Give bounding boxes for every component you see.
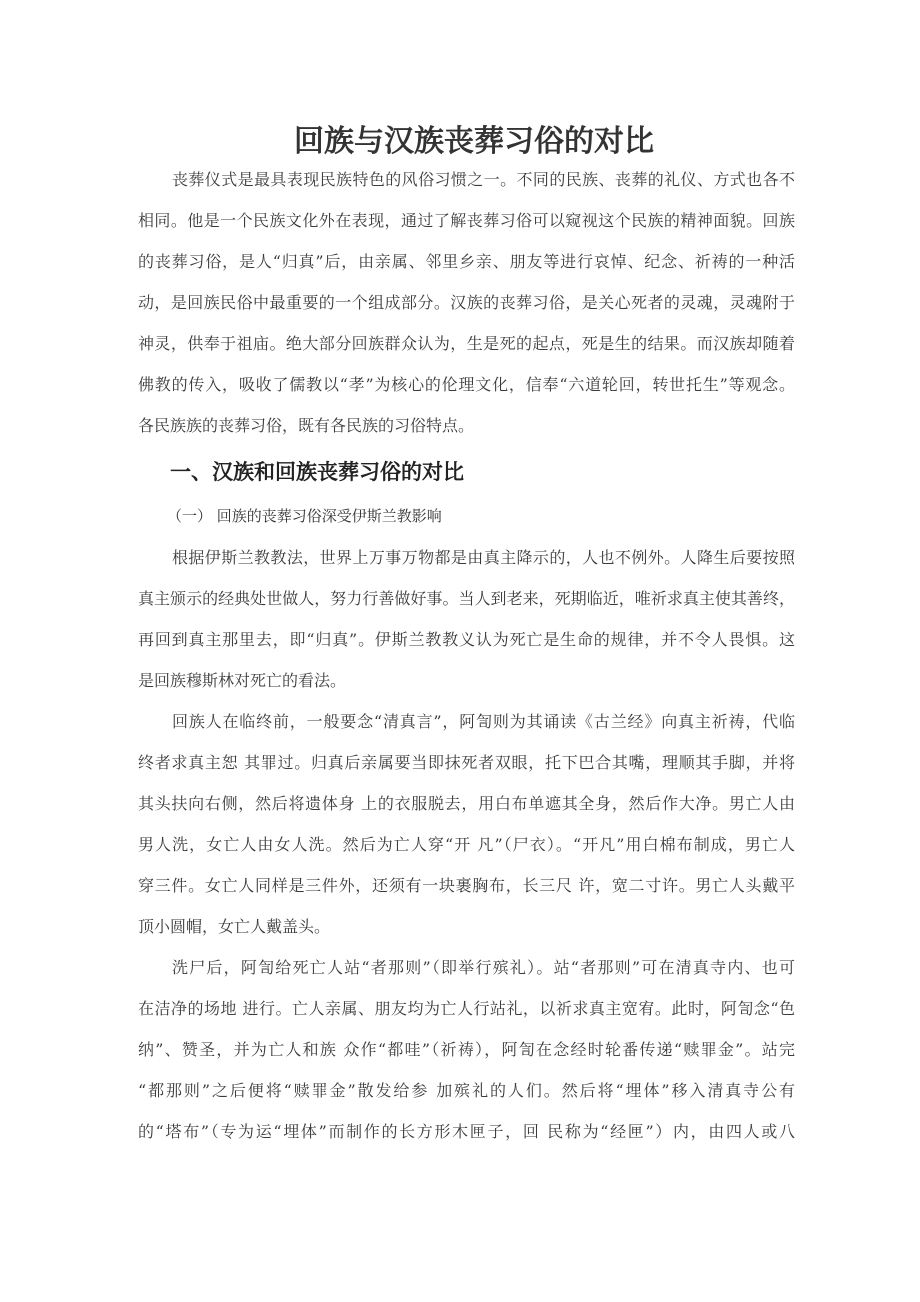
text-line: 根据伊斯兰教教法，世界上万事万物都是由真主降示的，人也不例外。人降生后要按照 [172, 548, 795, 567]
text-line: 终者求真主恕 其罪过。归真后亲属要当即抹死者双眼，托下巴合其嘴，理顺其手脚，并将 [138, 753, 795, 772]
text-line: 的“塔布”（专为运“埋体”而制作的长方形木匣子，回 民称为“经匣”）内，由四人或八 [138, 1122, 795, 1141]
text-line: 佛教的传入，吸收了儒教以“孝”为核心的伦理文化，信奉“六道轮回，转世托生”等观念。 [138, 375, 795, 394]
text-line: 洗尸后，阿訇给死亡人站“者那则”（即举行殡礼）。站“者那则”可在清真寺内、也可 [172, 958, 795, 977]
text-line: 回族人在临终前，一般要念“清真言”，阿訇则为其诵读《古兰经》向真主祈祷，代临 [172, 712, 795, 731]
body-paragraph [138, 546, 795, 710]
text-line: 真主颁示的经典处世做人，努力行善做好事。当人到老来，死期临近，唯祈求真主使其善终， [138, 589, 795, 608]
text-line: 其头扶向右侧，然后将遗体身 上的衣服脱去，用白布单遮其全身，然后作大净。男亡人由 [138, 794, 795, 813]
text-line: 在洁净的场地 进行。亡人亲属、朋友均为亡人行站礼，以祈求真主宽宥。此时，阿訇念“色 [138, 999, 795, 1018]
text-line: 纳”、赞圣，并为亡人和族 众作“都哇”（祈祷），阿訇在念经时轮番传递“赎罪金”。站完 [138, 1040, 795, 1059]
text-line: 再回到真主那里去，即“归真”。伊斯兰教教义认为死亡是生命的规律，并不令人畏惧。这 [138, 630, 795, 649]
text-line: 男人洗，女亡人由女人洗。然后为亡人穿“开 凡”（尸衣）。“开凡”用白棉布制成，男亡人 [138, 835, 795, 854]
section-heading: 一、汉族和回族丧葬习俗的对比 [170, 460, 464, 484]
text-line: 是回族穆斯林对死亡的看法。 [138, 671, 347, 690]
text-line: 丧葬仪式是最具表现民族特色的风俗习惯之一。不同的民族、丧葬的礼仪、方式也各不 [172, 170, 795, 189]
subsection-heading: （一） 回族的丧葬习俗深受伊斯兰教影响 [167, 507, 442, 525]
text-line: 动，是回族民俗中最重要的一个组成部分。汉族的丧葬习俗，是关心死者的灵魂，灵魂附于 [138, 293, 795, 312]
text-line: 穿三件。女亡人同样是三件外，还须有一块裹胸布，长三尺 许，宽二寸许。男亡人头戴平 [138, 876, 795, 895]
text-line: 各民族族的丧葬习俗，既有各民族的习俗特点。 [138, 416, 475, 435]
text-line: 神灵，供奉于祖庙。绝大部分回族群众认为，生是死的起点，死是生的结果。而汉族却随着 [138, 334, 795, 353]
body-paragraph [138, 710, 795, 956]
body-paragraph [138, 956, 795, 1161]
document-title: 回族与汉族丧葬习俗的对比 [294, 124, 654, 159]
text-line: 相同。他是一个民族文化外在表现，通过了解丧葬习俗可以窥视这个民族的精神面貌。回族 [138, 211, 795, 230]
text-line: 顶小圆帽，女亡人戴盖头。 [138, 917, 331, 936]
text-line: “都那则”之后便将“赎罪金”散发给参 加殡礼的人们。然后将“埋体”移入清真寺公有 [138, 1081, 795, 1100]
intro-paragraph [138, 168, 795, 455]
text-line: 的丧葬习俗，是人“归真”后，由亲属、邻里乡亲、朋友等进行哀悼、纪念、祈祷的一种活 [138, 252, 795, 271]
